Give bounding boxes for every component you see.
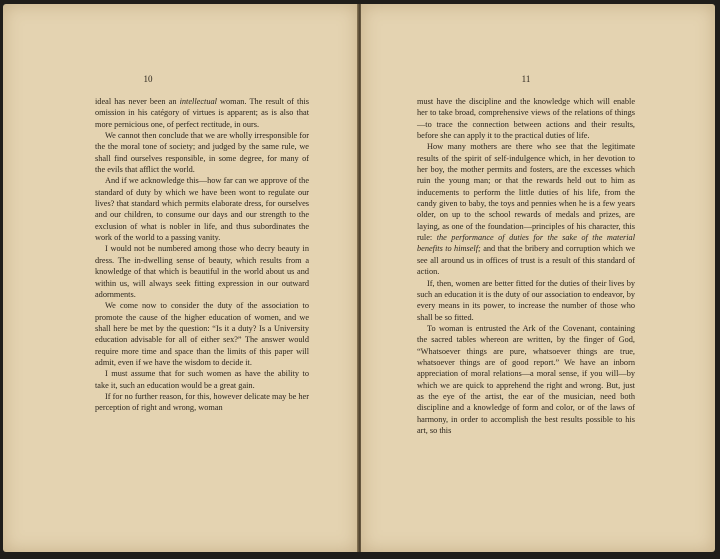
left-page-text	[95, 96, 309, 414]
paragraph: I must assume that for such women as have the ability to take it, such an education would be a great gain.	[95, 369, 309, 390]
italic-phrase: the performance of duties for the sake of the material benefits to himself;	[417, 233, 635, 254]
paragraph: must have the discipline and the knowledge which will enable her to take broad, comprehensive views of the relations of things—to trace the connection between actions and their results, before she can apply it to the practical duties of life.	[417, 97, 635, 141]
paragraph: ideal has never been an intellectual woman. The result of this omission in his catégory of virtues is apparent; as is also that more pernicious one, of perfect rectitude, in ours.	[95, 97, 309, 129]
paragraph: We cannot then conclude that we are wholly irresponsible for the the moral tone of society; and judged by the same rule, we shall find ourselves responsible, in some degree, for many of the evils that afflict the world.	[95, 131, 309, 175]
right-page-number: 11	[521, 74, 531, 84]
right-page	[361, 4, 715, 552]
left-page-number: 10	[143, 74, 153, 84]
paragraph: If for no further reason, for this, however delicate may be her perception of right and wrong, woman	[95, 391, 309, 413]
right-page-text	[417, 96, 635, 436]
paragraph: We come now to consider the duty of the association to promote the cause of the higher education of women, and we shall here be met by the question: “Is it a duty? Is a University education advisable for all of either sex?” The answer would require more time and space than the limits of this paper will admit, even if we have the wisdom to decide it.	[95, 301, 309, 367]
paragraph: To woman is entrusted the Ark of the Covenant, containing the sacred tables whereon are written, by the finger of God, “Whatsoever things are pure, whatsoever things are true, whatsoever things are of good report.” We have an inborn appreciation of moral relations—a moral sense, if you will—by which we are quick to apprehend the right and wrong. But, just as the eye of the artist, the ear of the musician, need both discipline and a knowledge of form and color, or of the laws of harmony, in order to accomplish the best results possible to his art, so this	[417, 323, 635, 435]
paragraph: How many mothers are there who see that the legitimate results of the spirit of self-indulgence which, in her devotion to her boy, the mother permits and fosters, are the excesses which ruin the young man; or that the rewards held out to him as inducements to perform the little duties of his life, from the candy given to baby, the toys and pennies when he is a few years older, on up to the school rewards of medals and prizes, are laying, as one of the foundation—principles of his character, this rule: the performance of duties for the sake of the material benefits to himself; and that the bribery and corruption which we see all around us in offices of trust is a result of this standard of action.	[417, 142, 635, 277]
paragraph: I would not be numbered among those who decry beauty in dress. The in-dwelling sense of beauty, which results from a knowledge of that which is beautiful in the world about us and within us, will always seek fitting expression in our outward adornments.	[95, 244, 309, 299]
paragraph: If, then, women are better fitted for the duties of their lives by such an education it is the duty of our association to endeavor, by every means in its power, to increase the number of those who shall be so fitted.	[417, 278, 635, 322]
left-page	[3, 4, 358, 552]
paragraph: And if we acknowledge this—how far can we approve of the standard of duty by which we have been wont to regulate our lives? that standard which permits elaborate dress, for ourselves and our children, to consume our days and our strength to the exclusion of what is nobler in life, and thus subordinates the work of the world to a passing vanity.	[95, 176, 309, 243]
italic-phrase: intellectual	[179, 97, 217, 106]
